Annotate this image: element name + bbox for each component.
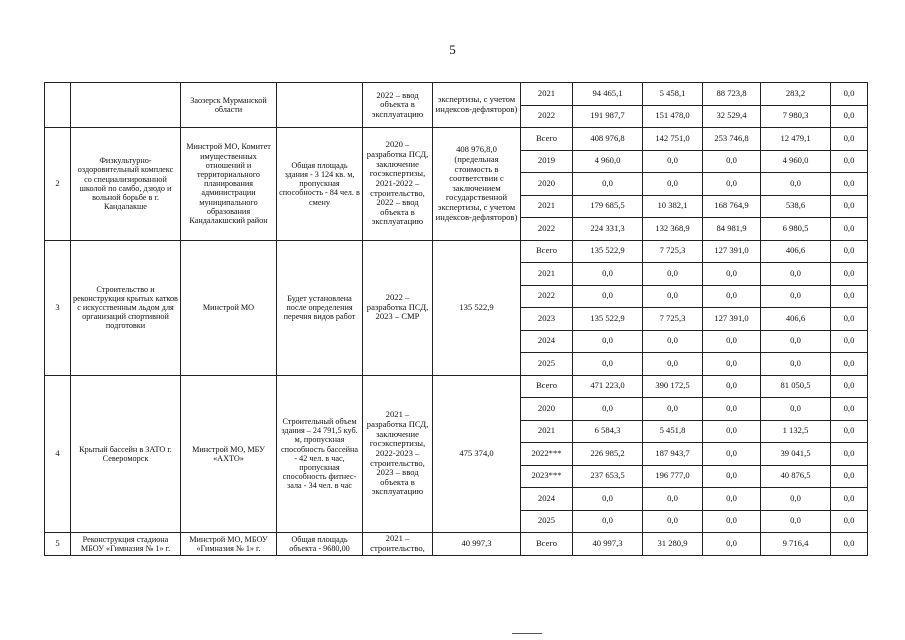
federal-amount-cell: 187 943,7 <box>643 443 703 466</box>
total-amount-cell: 6 584,3 <box>573 420 643 443</box>
terms-cell: 2022 – ввод объекта в эксплуатацию <box>363 83 433 128</box>
regional-amount-cell: 0,0 <box>703 375 761 398</box>
total-amount-cell: 471 223,0 <box>573 375 643 398</box>
year-cell: Всего <box>521 533 573 556</box>
federal-amount-cell: 0,0 <box>643 263 703 286</box>
object-name-cell: Реконструкция стадиона МБОУ «Гимназия № 1» г. <box>71 533 181 556</box>
total-amount-cell: 94 465,1 <box>573 83 643 106</box>
federal-amount-cell: 132 368,9 <box>643 218 703 241</box>
regional-amount-cell: 32 529,4 <box>703 105 761 128</box>
other-amount-cell: 0,0 <box>831 263 868 286</box>
year-cell: 2022 <box>521 285 573 308</box>
total-amount-cell: 135 522,9 <box>573 240 643 263</box>
regional-amount-cell: 127 391,0 <box>703 308 761 331</box>
municipal-amount-cell: 7 980,3 <box>761 105 831 128</box>
municipal-amount-cell: 0,0 <box>761 398 831 421</box>
federal-amount-cell: 7 725,3 <box>643 240 703 263</box>
federal-amount-cell: 10 382,1 <box>643 195 703 218</box>
municipal-amount-cell: 406,6 <box>761 308 831 331</box>
federal-amount-cell: 0,0 <box>643 285 703 308</box>
total-amount-cell: 237 653,5 <box>573 465 643 488</box>
year-cell: 2024 <box>521 330 573 353</box>
total-amount-cell: 191 987,7 <box>573 105 643 128</box>
total-amount-cell: 0,0 <box>573 510 643 533</box>
total-amount-cell: 40 997,3 <box>573 533 643 556</box>
year-cell: Всего <box>521 240 573 263</box>
total-amount-cell: 0,0 <box>573 398 643 421</box>
total-amount-cell: 408 976,8 <box>573 128 643 151</box>
regional-amount-cell: 0,0 <box>703 398 761 421</box>
year-cell: Всего <box>521 375 573 398</box>
table-row <box>45 375 868 398</box>
total-amount-cell: 0,0 <box>573 330 643 353</box>
regional-amount-cell: 0,0 <box>703 330 761 353</box>
federal-amount-cell: 0,0 <box>643 398 703 421</box>
investment-table <box>44 82 868 556</box>
regional-amount-cell: 0,0 <box>703 173 761 196</box>
total-amount-cell: 0,0 <box>573 353 643 376</box>
municipal-amount-cell: 40 876,5 <box>761 465 831 488</box>
regional-amount-cell: 0,0 <box>703 533 761 556</box>
municipal-amount-cell: 0,0 <box>761 263 831 286</box>
federal-amount-cell: 0,0 <box>643 353 703 376</box>
other-amount-cell: 0,0 <box>831 533 868 556</box>
cost-cell: 40 997,3 <box>433 533 521 556</box>
regional-amount-cell: 253 746,8 <box>703 128 761 151</box>
regional-amount-cell: 0,0 <box>703 420 761 443</box>
federal-amount-cell: 0,0 <box>643 488 703 511</box>
municipal-amount-cell: 0,0 <box>761 285 831 308</box>
regional-amount-cell: 168 764,9 <box>703 195 761 218</box>
total-amount-cell: 224 331,3 <box>573 218 643 241</box>
terms-cell: 2021 – разработка ПСД, заключение госэкспертизы, 2022-2023 – строительство, 2023 – ввод объекта в эксплуатацию <box>363 375 433 533</box>
cost-cell: экспертизы, с учетом индексов-дефляторов) <box>433 83 521 128</box>
other-amount-cell: 0,0 <box>831 443 868 466</box>
other-amount-cell: 0,0 <box>831 173 868 196</box>
other-amount-cell: 0,0 <box>831 308 868 331</box>
municipal-amount-cell: 406,6 <box>761 240 831 263</box>
municipal-amount-cell: 6 980,5 <box>761 218 831 241</box>
year-cell: 2021 <box>521 420 573 443</box>
year-cell: 2022 <box>521 218 573 241</box>
federal-amount-cell: 390 172,5 <box>643 375 703 398</box>
footer-divider <box>512 633 542 634</box>
regional-amount-cell: 0,0 <box>703 510 761 533</box>
regional-amount-cell: 84 981,9 <box>703 218 761 241</box>
capacity-cell: Строительный объем здания – 24 791,5 куб. м, пропускная способность бассейна - 42 чел. в час, пропускная способность фитнес-зала - 34 чел. в час <box>277 375 363 533</box>
other-amount-cell: 0,0 <box>831 353 868 376</box>
year-cell: Всего <box>521 128 573 151</box>
federal-amount-cell: 196 777,0 <box>643 465 703 488</box>
page-number: 5 <box>449 42 456 57</box>
other-amount-cell: 0,0 <box>831 375 868 398</box>
year-cell: 2020 <box>521 173 573 196</box>
other-amount-cell: 0,0 <box>831 510 868 533</box>
municipal-amount-cell: 12 479,1 <box>761 128 831 151</box>
regional-amount-cell: 88 723,8 <box>703 83 761 106</box>
table-row <box>45 128 868 151</box>
cost-cell: 135 522,9 <box>433 240 521 375</box>
municipal-amount-cell: 9 716,4 <box>761 533 831 556</box>
federal-amount-cell: 142 751,0 <box>643 128 703 151</box>
capacity-cell: Общая площадь объекта - 9680,00 <box>277 533 363 556</box>
other-amount-cell: 0,0 <box>831 398 868 421</box>
cost-cell: 475 374,0 <box>433 375 521 533</box>
year-cell: 2021 <box>521 83 573 106</box>
object-name-cell: Физкультурно-оздоровительный комплекс со специализированной школой по самбо, дзюдо и вольной борьбе в г. Кандалакше <box>71 128 181 241</box>
terms-cell: 2020 – разработка ПСД, заключение госэкспертизы, 2021-2022 – строительство, 2022 – ввод объекта в эксплуатацию <box>363 128 433 241</box>
object-name-cell: Строительство и реконструкция крытых катков с искусственным льдом для организаций спортивной подготовки <box>71 240 181 375</box>
year-cell: 2025 <box>521 353 573 376</box>
year-cell: 2024 <box>521 488 573 511</box>
regional-amount-cell: 127 391,0 <box>703 240 761 263</box>
federal-amount-cell: 0,0 <box>643 173 703 196</box>
federal-amount-cell: 31 280,9 <box>643 533 703 556</box>
federal-amount-cell: 7 725,3 <box>643 308 703 331</box>
regional-amount-cell: 0,0 <box>703 443 761 466</box>
total-amount-cell: 135 522,9 <box>573 308 643 331</box>
year-cell: 2022 <box>521 105 573 128</box>
other-amount-cell: 0,0 <box>831 330 868 353</box>
municipal-amount-cell: 538,6 <box>761 195 831 218</box>
total-amount-cell: 179 685,5 <box>573 195 643 218</box>
other-amount-cell: 0,0 <box>831 150 868 173</box>
other-amount-cell: 0,0 <box>831 218 868 241</box>
total-amount-cell: 0,0 <box>573 263 643 286</box>
year-cell: 2023 <box>521 308 573 331</box>
regional-amount-cell: 0,0 <box>703 150 761 173</box>
terms-cell: 2021 – строительство, <box>363 533 433 556</box>
total-amount-cell: 0,0 <box>573 488 643 511</box>
total-amount-cell: 0,0 <box>573 285 643 308</box>
responsible-cell: Минстрой МО, МБОУ «Гимназия № 1» г. <box>181 533 277 556</box>
municipal-amount-cell: 39 041,5 <box>761 443 831 466</box>
other-amount-cell: 0,0 <box>831 285 868 308</box>
other-amount-cell: 0,0 <box>831 465 868 488</box>
responsible-cell: Минстрой МО, МБУ «АХТО» <box>181 375 277 533</box>
responsible-cell: Минстрой МО, Комитет имущественных отношений и территориального планирования администрации муниципального образования Кандалакшский район <box>181 128 277 241</box>
table-row <box>45 240 868 263</box>
other-amount-cell: 0,0 <box>831 83 868 106</box>
capacity-cell: Будет установлена после определения перечня видов работ <box>277 240 363 375</box>
year-cell: 2019 <box>521 150 573 173</box>
row-number-cell: 4 <box>45 375 71 533</box>
year-cell: 2020 <box>521 398 573 421</box>
total-amount-cell: 226 985,2 <box>573 443 643 466</box>
municipal-amount-cell: 0,0 <box>761 488 831 511</box>
regional-amount-cell: 0,0 <box>703 465 761 488</box>
object-name-cell: Крытый бассейн в ЗАТО г. Североморск <box>71 375 181 533</box>
federal-amount-cell: 0,0 <box>643 330 703 353</box>
capacity-cell: Общая площадь здания - 3 124 кв. м, пропускная способность - 84 чел. в смену <box>277 128 363 241</box>
responsible-cell: Заозерск Мурманской области <box>181 83 277 128</box>
object-name-cell <box>71 83 181 128</box>
municipal-amount-cell: 1 132,5 <box>761 420 831 443</box>
other-amount-cell: 0,0 <box>831 420 868 443</box>
row-number-cell: 2 <box>45 128 71 241</box>
municipal-amount-cell: 4 960,0 <box>761 150 831 173</box>
year-cell: 2021 <box>521 195 573 218</box>
federal-amount-cell: 0,0 <box>643 150 703 173</box>
table-row <box>45 83 868 106</box>
responsible-cell: Минстрой МО <box>181 240 277 375</box>
other-amount-cell: 0,0 <box>831 195 868 218</box>
year-cell: 2025 <box>521 510 573 533</box>
cost-cell: 408 976,8,0 (предельная стоимость в соответствии с заключением государственной экспертизы, с учетом индексов-дефляторов) <box>433 128 521 241</box>
other-amount-cell: 0,0 <box>831 105 868 128</box>
row-number-cell: 3 <box>45 240 71 375</box>
municipal-amount-cell: 283,2 <box>761 83 831 106</box>
total-amount-cell: 4 960,0 <box>573 150 643 173</box>
total-amount-cell: 0,0 <box>573 173 643 196</box>
municipal-amount-cell: 0,0 <box>761 510 831 533</box>
municipal-amount-cell: 0,0 <box>761 330 831 353</box>
other-amount-cell: 0,0 <box>831 128 868 151</box>
regional-amount-cell: 0,0 <box>703 488 761 511</box>
other-amount-cell: 0,0 <box>831 240 868 263</box>
capacity-cell <box>277 83 363 128</box>
terms-cell: 2022 – разработка ПСД, 2023 – СМР <box>363 240 433 375</box>
row-number-cell: 5 <box>45 533 71 556</box>
regional-amount-cell: 0,0 <box>703 285 761 308</box>
municipal-amount-cell: 0,0 <box>761 173 831 196</box>
year-cell: 2023*** <box>521 465 573 488</box>
year-cell: 2021 <box>521 263 573 286</box>
federal-amount-cell: 5 458,1 <box>643 83 703 106</box>
federal-amount-cell: 151 478,0 <box>643 105 703 128</box>
row-number-cell <box>45 83 71 128</box>
other-amount-cell: 0,0 <box>831 488 868 511</box>
year-cell: 2022*** <box>521 443 573 466</box>
federal-amount-cell: 0,0 <box>643 510 703 533</box>
federal-amount-cell: 5 451,8 <box>643 420 703 443</box>
municipal-amount-cell: 81 050,5 <box>761 375 831 398</box>
regional-amount-cell: 0,0 <box>703 263 761 286</box>
table-row <box>45 533 868 556</box>
regional-amount-cell: 0,0 <box>703 353 761 376</box>
municipal-amount-cell: 0,0 <box>761 353 831 376</box>
